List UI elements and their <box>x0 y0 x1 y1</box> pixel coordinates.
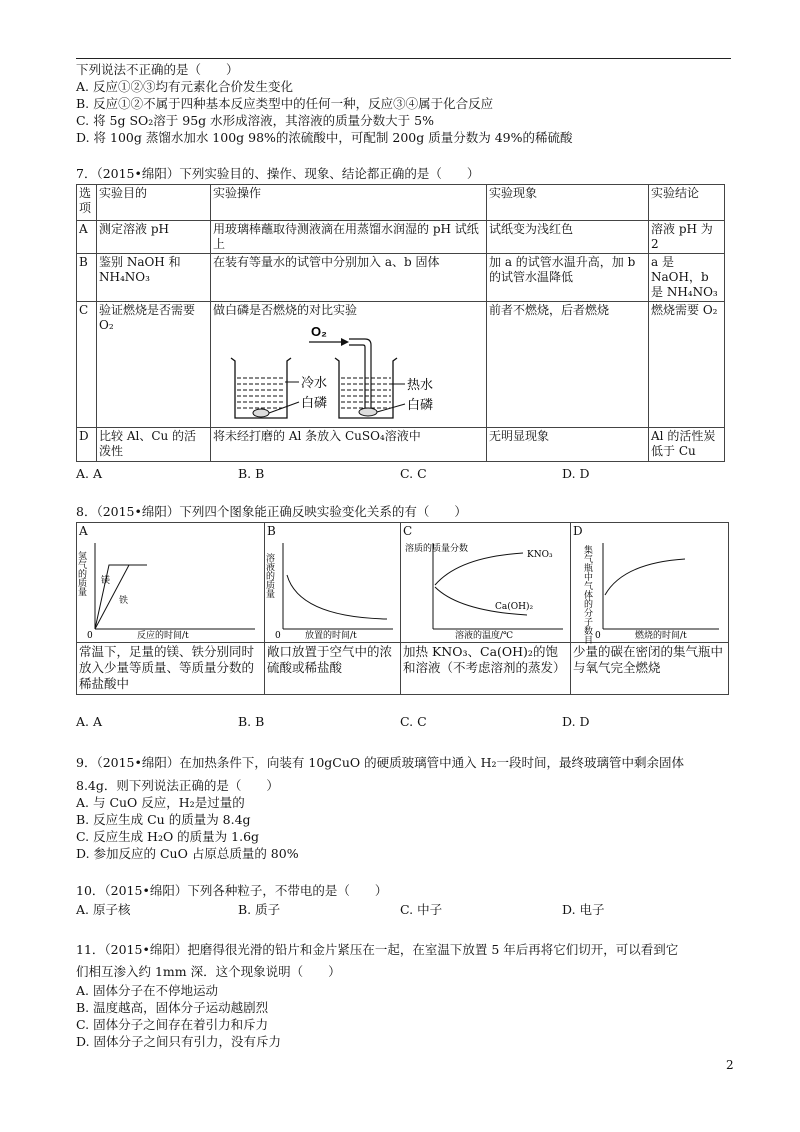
q7-row-d <box>77 428 725 462</box>
phosphorus-experiment-figure <box>213 318 483 422</box>
hot-water-label: 热水 <box>407 378 434 393</box>
q6-option-b[interactable]: B. 反应①②不属于四种基本反应类型中的任何一种，反应③④属于化合反应 <box>76 96 494 111</box>
q7-header-option: 选项 <box>77 185 97 221</box>
q6-option-a[interactable]: A. 反应①②③均有元素化合价发生变化 <box>76 79 293 94</box>
graph-b-xlabel: 放置的时间/t <box>305 631 357 641</box>
white-phosphorus-label-2: 白磷 <box>407 398 434 413</box>
graph-c-ylabel: 溶质的质量分数 <box>405 544 469 554</box>
graph-b-ylabel: 溶液的质量 <box>264 553 274 598</box>
q7-row-c-goal: 验证燃烧是否需要 O₂ <box>97 302 211 428</box>
q7-row-c-conclusion: 燃烧需要 O₂ <box>649 302 725 428</box>
q8-stem: 8．（2015•绵阳）下列四个图象能正确反映实验变化关系的有（ ） <box>76 504 467 519</box>
q7-header-row <box>77 185 725 221</box>
q7-option-a[interactable]: A. A <box>76 466 103 481</box>
q7-row-a-phenomenon: 试纸变为浅红色 <box>487 221 649 254</box>
q7-option-c[interactable]: C. C <box>400 466 427 481</box>
q7-row-a-operation: 用玻璃棒蘸取待测液滴在用蒸馏水润湿的 pH 试纸上 <box>211 221 487 254</box>
graph-a-xlabel: 反应的时间/t <box>137 631 189 641</box>
q8-desc-row <box>77 643 729 695</box>
q7-option-d[interactable]: D. D <box>562 466 590 481</box>
q8-desc-d: 少量的碳在密闭的集气瓶中与氧气完全燃烧 <box>571 643 729 695</box>
gas-tube <box>349 339 371 412</box>
q8-letter-d: D <box>573 524 583 538</box>
q7-row-d-operation: 将未经打磨的 Al 条放入 CuSO₄溶液中 <box>211 428 487 462</box>
q7-row-b-conclusion: a 是 NaOH，b 是 NH₄NO₃ <box>649 254 725 302</box>
q8-letter-b: B <box>267 524 276 538</box>
graph-c-kno3-label: KNO₃ <box>527 550 553 560</box>
q8-cell-a <box>77 523 265 643</box>
q10-stem: 10．（2015•绵阳）下列各种粒子，不带电的是（ ） <box>76 883 388 898</box>
graph-c-kno3-curve <box>435 553 523 585</box>
q7-stem: 7．（2015•绵阳）下列实验目的、操作、现象、结论都正确的是（ ） <box>76 166 480 181</box>
q7-row-c-phenomenon: 前者不燃烧，后者燃烧 <box>487 302 649 428</box>
q9-stem-line1: 9．（2015•绵阳）在加热条件下，向装有 10gCuO 的硬质玻璃管中通入 H₂一段时间，最终玻璃管中剩余固体 <box>76 755 684 770</box>
q11-option-d[interactable]: D. 固体分子之间只有引力，没有斥力 <box>76 1034 282 1049</box>
q10-option-c[interactable]: C. 中子 <box>400 902 443 917</box>
q8-option-c[interactable]: C. C <box>400 714 427 729</box>
wp2-pointer <box>377 404 405 412</box>
q9-stem-line2: 8.4g．则下列说法正确的是（ ） <box>76 778 279 793</box>
graph-d-ylabel: 集气瓶中气体的分子数目 <box>582 545 592 644</box>
q7-row-d-conclusion: Al 的活性炭低于 Cu <box>649 428 725 462</box>
cold-water-label: 冷水 <box>301 376 328 391</box>
header-rule <box>76 58 731 59</box>
graph-b-zero: 0 <box>275 631 281 641</box>
q8-cell-d <box>571 523 729 643</box>
q7-row-c-option: C <box>77 302 97 428</box>
q7-row-b <box>77 254 725 302</box>
q8-cell-c <box>401 523 571 643</box>
q7-table <box>76 184 725 462</box>
q8-cell-b <box>265 523 401 643</box>
q11-option-b[interactable]: B. 温度越高，固体分子运动越剧烈 <box>76 1000 269 1015</box>
q6-option-c[interactable]: C. 将 5g SO₂溶于 95g 水形成溶液，其溶液的质量分数大于 5% <box>76 113 434 128</box>
q10-option-b[interactable]: B. 质子 <box>238 902 281 917</box>
graph-a-fe-label: 铁 <box>119 596 129 606</box>
graph-d <box>573 539 723 644</box>
q8-desc-a: 常温下，足量的镁、铁分别同时放入少量等质量、等质量分数的稀盐酸中 <box>77 643 265 695</box>
o2-label: O₂ <box>311 324 327 339</box>
graph-d-zero: 0 <box>595 631 601 641</box>
graph-b <box>264 539 397 641</box>
page-number: 2 <box>726 1058 734 1072</box>
graph-a-zero: 0 <box>87 631 93 641</box>
q9-option-d[interactable]: D. 参加反应的 CuO 占原总质量的 80% <box>76 846 299 861</box>
q7-row-c-operation: 做白磷是否燃烧的对比实验 <box>213 303 358 317</box>
q11-stem-line1: 11．（2015•绵阳）把磨得很光滑的铅片和金片紧压在一起，在室温下放置 5 年后再将它们切开，可以看到它 <box>76 942 679 957</box>
q7-header-phenomenon: 实验现象 <box>487 185 649 221</box>
q7-row-d-phenomenon: 无明显现象 <box>487 428 649 462</box>
q8-graph-row <box>77 523 729 643</box>
q8-table <box>76 522 729 695</box>
graph-d-xlabel: 燃烧的时间/t <box>635 631 687 641</box>
q7-row-a-conclusion: 溶液 pH 为 2 <box>649 221 725 254</box>
q7-row-c <box>77 302 725 428</box>
q8-desc-c: 加热 KNO₃、Ca(OH)₂的饱和溶液（不考虑溶剂的蒸发） <box>401 643 571 695</box>
q7-row-a-goal: 测定溶液 pH <box>97 221 211 254</box>
white-phosphorus-label-1: 白磷 <box>301 396 328 411</box>
graph-d-curve <box>605 559 685 595</box>
q7-option-b[interactable]: B. B <box>238 466 265 481</box>
q9-option-b[interactable]: B. 反应生成 Cu 的质量为 8.4g <box>76 812 251 827</box>
graph-c-xlabel: 溶液的温度/℃ <box>455 631 514 641</box>
q7-row-c-operation-cell <box>211 302 487 428</box>
q11-option-a[interactable]: A. 固体分子在不停地运动 <box>76 983 218 998</box>
q7-row-d-option: D <box>77 428 97 462</box>
q11-option-c[interactable]: C. 固体分子之间存在着引力和斥力 <box>76 1017 269 1032</box>
q6-stem: 下列说法不正确的是（ ） <box>76 62 239 77</box>
q7-row-b-operation: 在装有等量水的试管中分别加入 a、b 固体 <box>211 254 487 302</box>
q7-header-conclusion: 实验结论 <box>649 185 725 221</box>
q8-option-d[interactable]: D. D <box>562 714 590 729</box>
q10-option-d[interactable]: D. 电子 <box>562 902 605 917</box>
q7-header-operation: 实验操作 <box>211 185 487 221</box>
q9-option-c[interactable]: C. 反应生成 H₂O 的质量为 1.6g <box>76 829 260 844</box>
q11-stem-line2: 们相互渗入约 1mm 深．这个现象说明（ ） <box>76 964 341 979</box>
graph-c-caoh2-label: Ca(OH)₂ <box>495 602 534 612</box>
q10-option-a[interactable]: A. 原子核 <box>76 902 131 917</box>
o2-arrowhead <box>341 338 349 346</box>
q7-row-a <box>77 221 725 254</box>
q7-row-b-phenomenon: 加 a 的试管水温升高，加 b 的试管水温降低 <box>487 254 649 302</box>
q8-option-b[interactable]: B. B <box>238 714 265 729</box>
graph-a-mg-label: 镁 <box>101 576 111 586</box>
graph-c <box>403 539 567 639</box>
q8-letter-a: A <box>79 524 88 538</box>
q8-letter-c: C <box>403 524 413 538</box>
q8-option-a[interactable]: A. A <box>76 714 103 729</box>
q7-header-goal: 实验目的 <box>97 185 211 221</box>
q7-row-b-option: B <box>77 254 97 302</box>
q7-row-a-option: A <box>77 221 97 254</box>
q7-row-d-goal: 比较 Al、Cu 的活泼性 <box>97 428 211 462</box>
q8-desc-b: 敞口放置于空气中的浓硫酸或稀盐酸 <box>265 643 401 695</box>
graph-a-ylabel: 氢气的质量 <box>76 551 86 596</box>
q7-row-b-goal: 鉴别 NaOH 和 NH₄NO₃ <box>97 254 211 302</box>
graph-a <box>76 539 259 641</box>
graph-b-curve <box>287 575 387 619</box>
q9-option-a[interactable]: A. 与 CuO 反应，H₂是过量的 <box>76 795 245 810</box>
q6-option-d[interactable]: D. 将 100g 蒸馏水加水 100g 98%的浓硫酸中，可配制 200g 质量分数为 49%的稀硫酸 <box>76 130 573 145</box>
cold-water-beaker <box>231 358 291 418</box>
